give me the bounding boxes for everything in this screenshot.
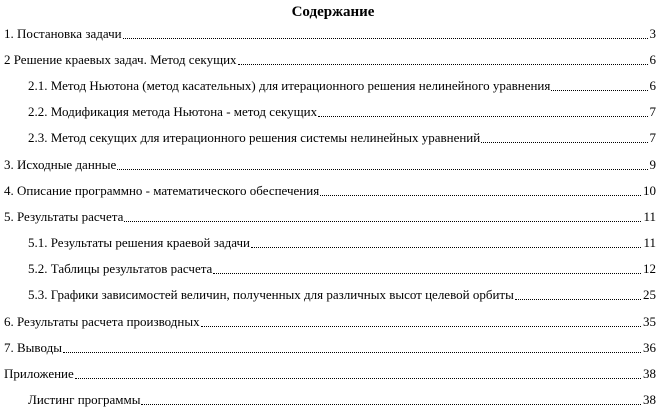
dot-leader [123, 37, 648, 39]
toc-entry [4, 208, 656, 226]
toc-entry-page: 7 [649, 104, 656, 119]
toc-entry-label: 7. Выводы [4, 340, 62, 355]
toc-entry [4, 365, 656, 383]
toc-entry-label: 4. Описание программно - математического обеспечения [4, 183, 320, 198]
dot-leader [141, 403, 641, 405]
toc-entry-page: 12 [643, 261, 656, 276]
toc-entry [28, 103, 656, 121]
toc-entry [4, 182, 656, 200]
toc-entry-page: 38 [643, 366, 656, 381]
toc-entry-page: 3 [649, 26, 656, 41]
toc-entry-label: 1. Постановка задачи [4, 26, 122, 41]
toc-entry [28, 129, 656, 147]
toc-entry [4, 339, 656, 357]
toc-entry-page: 6 [649, 52, 656, 67]
dot-leader [201, 325, 641, 327]
dot-leader [318, 115, 647, 117]
toc-entry-label: 2.3. Метод секущих для итерационного решения системы нелинейных уравнений [28, 130, 481, 145]
toc-entry [28, 391, 656, 409]
toc-entry-page: 6 [649, 78, 656, 93]
toc-title: Содержание [291, 4, 375, 20]
toc-entry-label: 5.2. Таблицы результатов расчета [28, 261, 213, 276]
dot-leader [238, 63, 648, 65]
toc-entry [4, 25, 656, 43]
toc-entry [4, 313, 656, 331]
dot-leader [481, 141, 647, 143]
toc-entry-page: 38 [643, 392, 656, 407]
toc-entry [28, 286, 656, 304]
toc-entry [4, 156, 656, 174]
toc-entry-label: 5. Результаты расчета [4, 209, 124, 224]
dot-leader [63, 351, 641, 353]
dot-leader [213, 272, 641, 274]
toc-entry-label: 5.3. Графики зависимостей величин, полученных для различных высот целевой орбиты [28, 287, 514, 302]
toc-entry-label: 3. Исходные данные [4, 157, 117, 172]
toc-entry-label: 2.2. Модификация метода Ньютона - метод секущих [28, 104, 318, 119]
dot-leader [124, 220, 641, 222]
toc-entry-label: Приложение [4, 366, 74, 381]
toc-entry-label: 2 Решение краевых задач. Метод секущих [4, 52, 237, 67]
dot-leader [251, 246, 642, 248]
toc-entry-label: 2.1. Метод Ньютона (метод касательных) для итерационного решения нелинейного уравнения [28, 78, 551, 93]
dot-leader [551, 89, 647, 91]
dot-leader [320, 194, 641, 196]
toc-entry-label: Листинг программы [28, 392, 141, 407]
toc-entry-page: 36 [643, 340, 656, 355]
toc-entry [4, 51, 656, 69]
toc-entry-page: 11 [643, 235, 656, 250]
dot-leader [515, 298, 641, 300]
toc-entry-page: 10 [643, 183, 656, 198]
toc-entry-page: 9 [649, 157, 656, 172]
toc-entry-page: 35 [643, 314, 656, 329]
toc-entry-label: 5.1. Результаты решения краевой задачи [28, 235, 250, 250]
toc-entry [28, 260, 656, 278]
dot-leader [117, 168, 647, 170]
toc-entry-page: 25 [643, 287, 656, 302]
toc-entry-page: 7 [649, 130, 656, 145]
toc-entry-page: 11 [643, 209, 656, 224]
dot-leader [75, 377, 641, 379]
toc-entry-label: 6. Результаты расчета производных [4, 314, 200, 329]
toc-entry [28, 77, 656, 95]
toc-entry [28, 234, 656, 252]
